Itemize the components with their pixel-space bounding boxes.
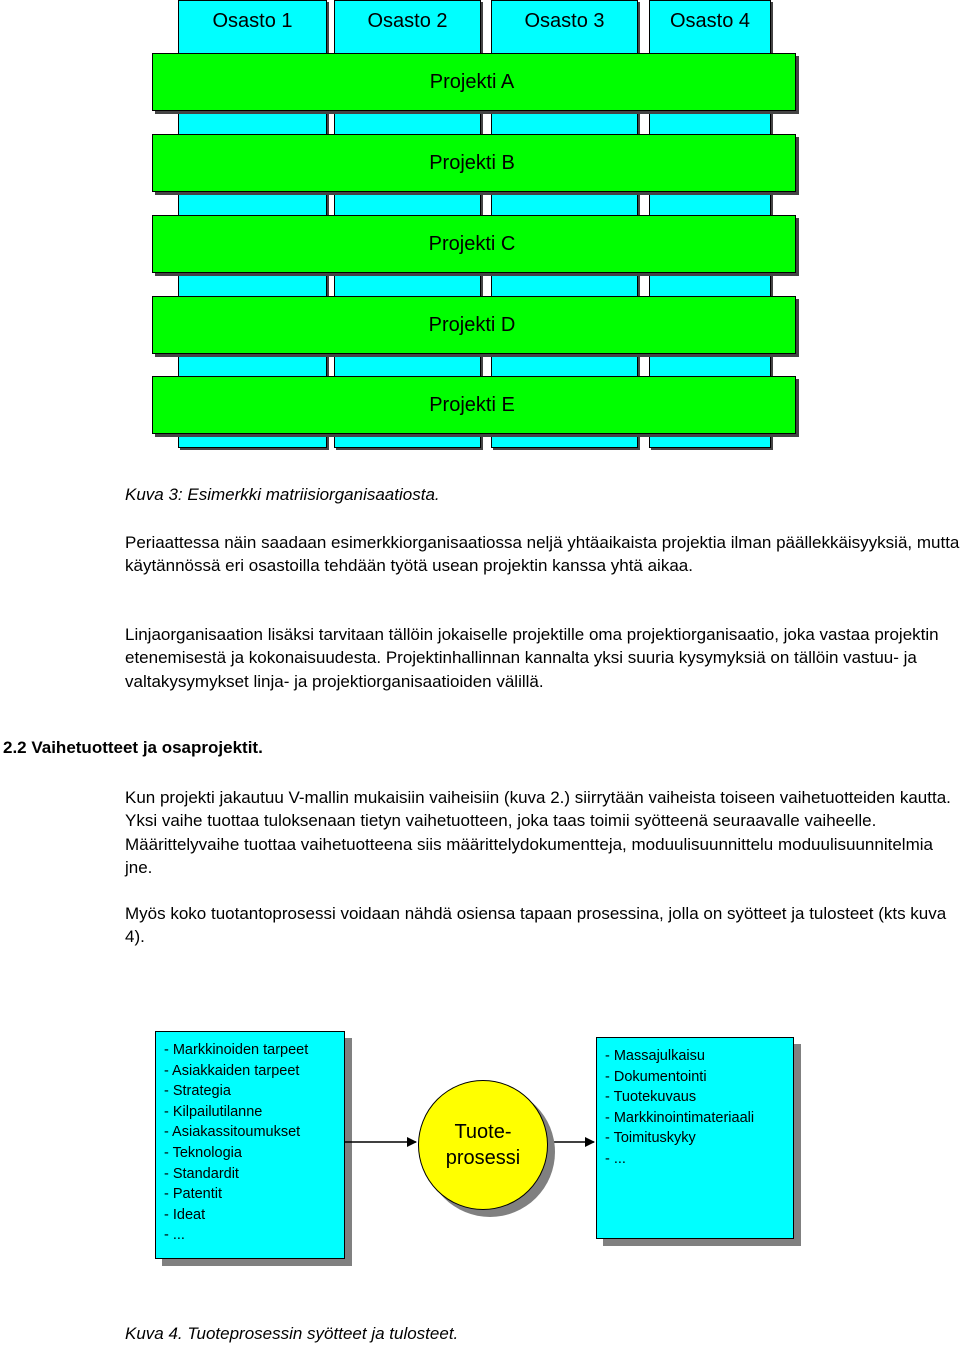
paragraph-3: Kun projekti jakautuu V-mallin mukaisiin vaiheisiin (kuva 2.) siirrytään vaiheista toiseen vaihetuotteiden kautta. Yksi vaihe tuottaa tuloksenaan tietyn vaihetuotteen, joka taas toimii syötteenä seuraavalle vaiheelle. Määrittelyvaihe tuottaa vaihetuotteena siis määrittelydokumentteja, moduulisuunnittelu moduulisuunnitelmia jne. <box>125 788 951 877</box>
process-label-line2: prosessi <box>445 1147 521 1169</box>
project-label: Projekti B <box>429 151 515 174</box>
output-item: - ... <box>605 1150 626 1167</box>
input-item: - Patentit <box>164 1186 223 1203</box>
project-label: Projekti D <box>428 313 516 336</box>
input-item: - Asiakassitoumukset <box>164 1124 301 1141</box>
input-item: - Standardit <box>164 1165 239 1182</box>
project-label: Projekti E <box>429 393 515 416</box>
input-item: - Kilpailutilanne <box>164 1103 263 1120</box>
figure-caption-4: Kuva 4. Tuoteprosessin syötteet ja tulosteet. <box>125 1324 459 1343</box>
output-item: - Tuotekuvaus <box>605 1089 697 1106</box>
process-circle <box>418 1080 548 1210</box>
paragraph-2: Linjaorganisaation lisäksi tarvitaan tällöin jokaiselle projektille oma projektiorganisaatio, joka vastaa projektin etenemisestä ja kokonaisuudesta. Projektinhallinnan kannalta yksi suuria kysymyksiä on tällöin vastuu- ja valtakysymykset linja- ja projektiorganisaatioiden välillä. <box>125 625 939 691</box>
output-item: - Toimituskyky <box>605 1130 696 1147</box>
department-label: Osasto 2 <box>367 10 448 32</box>
department-label: Osasto 1 <box>212 10 293 32</box>
input-item: - Strategia <box>164 1083 231 1100</box>
section-heading: 2.2 Vaihetuotteet ja osaprojektit. <box>3 738 263 757</box>
paragraph-1: Periaattessa näin saadaan esimerkkiorganisaatiossa neljä yhtäaikaista projektia ilman päällekkäisyyksiä, mutta käytännössä eri osastoilla tehdään työtä usean projektin kanssa yhtä aikaa. <box>125 533 960 576</box>
output-item: - Markkinointimateriaali <box>605 1109 755 1126</box>
input-item: - ... <box>164 1227 185 1244</box>
input-item: - Ideat <box>164 1206 206 1223</box>
paragraph-4: Myös koko tuotantoprosessi voidaan nähdä osiensa tapaan prosessina, jolla on syötteet ja tulosteet (kts kuva 4). <box>125 904 947 947</box>
output-item: - Massajulkaisu <box>605 1048 705 1064</box>
input-item: - Markkinoiden tarpeet <box>164 1042 309 1058</box>
project-label: Projekti C <box>428 232 516 255</box>
input-item: - Teknologia <box>164 1144 242 1161</box>
process-label-line1: Tuote- <box>454 1121 512 1143</box>
input-item: - Asiakkaiden tarpeet <box>164 1062 300 1079</box>
output-item: - Dokumentointi <box>605 1068 707 1085</box>
department-label: Osasto 3 <box>524 10 605 32</box>
project-label: Projekti A <box>429 70 515 93</box>
department-label: Osasto 4 <box>669 10 751 32</box>
outputs-box <box>596 1037 794 1239</box>
figure-caption-3: Kuva 3: Esimerkki matriisiorganisaatiosta. <box>125 485 440 504</box>
